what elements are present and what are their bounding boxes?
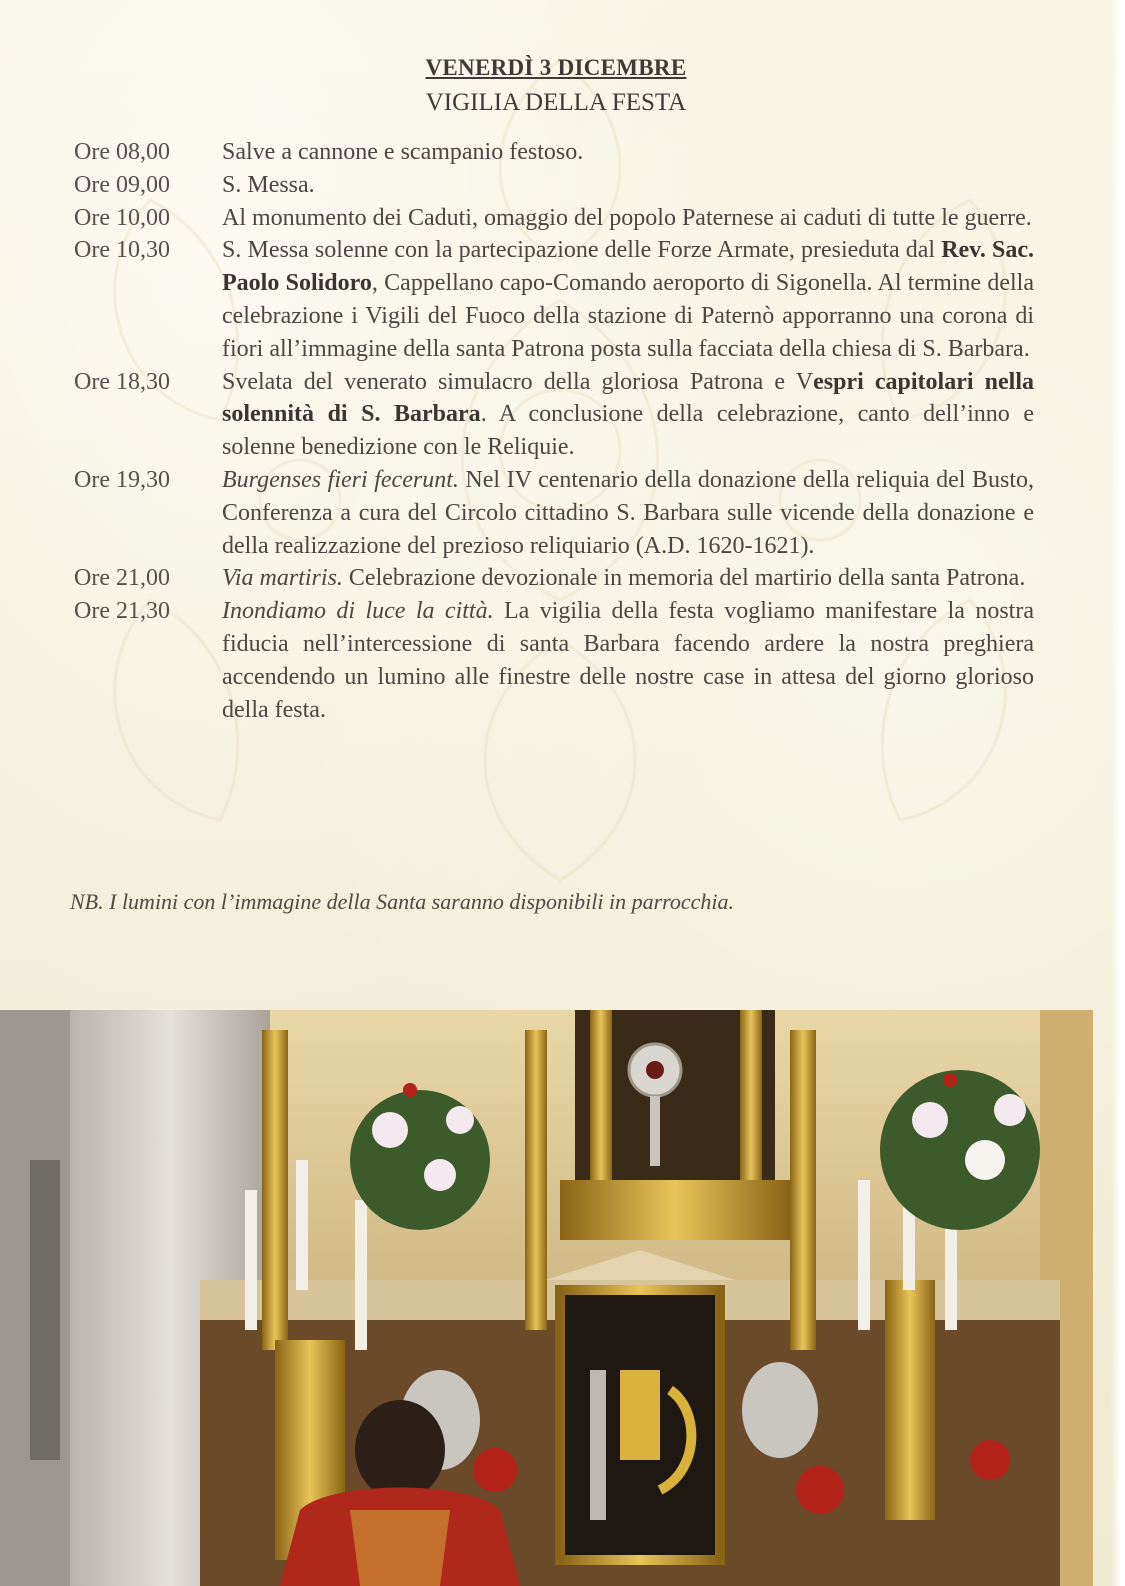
schedule-time: Ore 09,00 — [74, 171, 170, 198]
schedule-text-segment: S. Messa solenne con la partecipazione delle Forze Armate, presieduta dal — [222, 237, 942, 264]
schedule-text-segment: S. Messa. — [222, 171, 315, 198]
schedule-text-segment: Via martiris. — [222, 565, 343, 592]
schedule-description — [222, 169, 1034, 202]
schedule-row — [74, 234, 1034, 365]
schedule-list — [74, 136, 1034, 726]
schedule-description — [222, 234, 1034, 365]
schedule-text-segment: La vigilia della festa vogliamo manifestare la nostra fiducia nell’intercessione di santa Barbara facendo ardere la nostra preghiera accendendo un lumino alle finestre delle nostre case in attesa del giorno glorioso della festa. — [222, 598, 1034, 723]
day-subtitle: VIGILIA DELLA FESTA — [425, 89, 687, 116]
schedule-time: Ore 21,30 — [74, 598, 170, 625]
footnote: NB. I lumini con l’immagine della Santa saranno disponibili in parrocchia. — [70, 889, 735, 914]
schedule-row — [74, 136, 1034, 169]
schedule-text-segment: Burgenses fieri fecerunt. — [222, 466, 459, 493]
schedule-text-segment: Al monumento dei Caduti, omaggio del popolo Paternese ai caduti di tutte le guerre. — [222, 204, 1032, 231]
schedule-text-segment: . A conclusione della celebrazione, canto dell’inno e solenne benedizione con le Reliquie. — [222, 401, 1034, 461]
schedule-text-segment: Svelata del venerato simulacro della gloriosa Patrona e V — [222, 368, 814, 395]
schedule-row — [74, 464, 1034, 562]
schedule-text-segment: Salve a cannone e scampanio festoso. — [222, 139, 584, 165]
schedule-text-segment: Nel IV centenario della donazione della reliquia del Busto, Conferenza a cura del Circolo cittadino S. Barbara sulle vicende della donazione e della realizzazione del prezioso reliquiario (A.D. 1620-1621). — [222, 466, 1034, 559]
schedule-description — [222, 562, 1034, 595]
schedule-text-segment: Celebrazione devozionale in memoria del martirio della santa Patrona. — [342, 565, 1026, 592]
schedule-row — [74, 595, 1034, 726]
schedule-time: Ore 21,00 — [74, 565, 170, 592]
schedule-time: Ore 18,30 — [74, 368, 170, 395]
schedule-time: Ore 10,00 — [74, 204, 170, 231]
schedule-text-segment: , Cappellano capo-Comando aeroporto di Sigonella. Al termine della celebrazione i Vigili del Fuoco della stazione di Paternò apporranno una corona di fiori all’immagine della santa Patrona posta sulla facciata della chiesa di S. Barbara. — [222, 270, 1035, 362]
schedule-time: Ore 19,30 — [74, 466, 170, 493]
schedule-row — [74, 169, 1034, 202]
schedule-text-segment: Rev. Sac. Paolo Solidoro — [222, 237, 1034, 297]
schedule-description — [222, 136, 1034, 169]
schedule-row — [74, 366, 1034, 464]
schedule-text-segment: Inondiamo di luce la città. — [222, 598, 494, 625]
altar-photo — [0, 1010, 1093, 1586]
schedule-row — [74, 562, 1034, 595]
page-edge — [1111, 0, 1125, 1586]
schedule-description — [222, 595, 1034, 726]
schedule-time: Ore 10,30 — [74, 237, 170, 264]
schedule-description — [222, 464, 1034, 562]
day-date-heading: VENERDÌ 3 DICEMBRE — [425, 55, 687, 80]
schedule-description — [222, 366, 1034, 464]
schedule-description — [222, 202, 1034, 235]
schedule-text-segment: espri capitolari nella solennità di S. Barbara — [222, 368, 1034, 428]
schedule-row — [74, 202, 1034, 235]
day-header — [0, 50, 1112, 120]
schedule-time: Ore 08,00 — [74, 139, 170, 165]
